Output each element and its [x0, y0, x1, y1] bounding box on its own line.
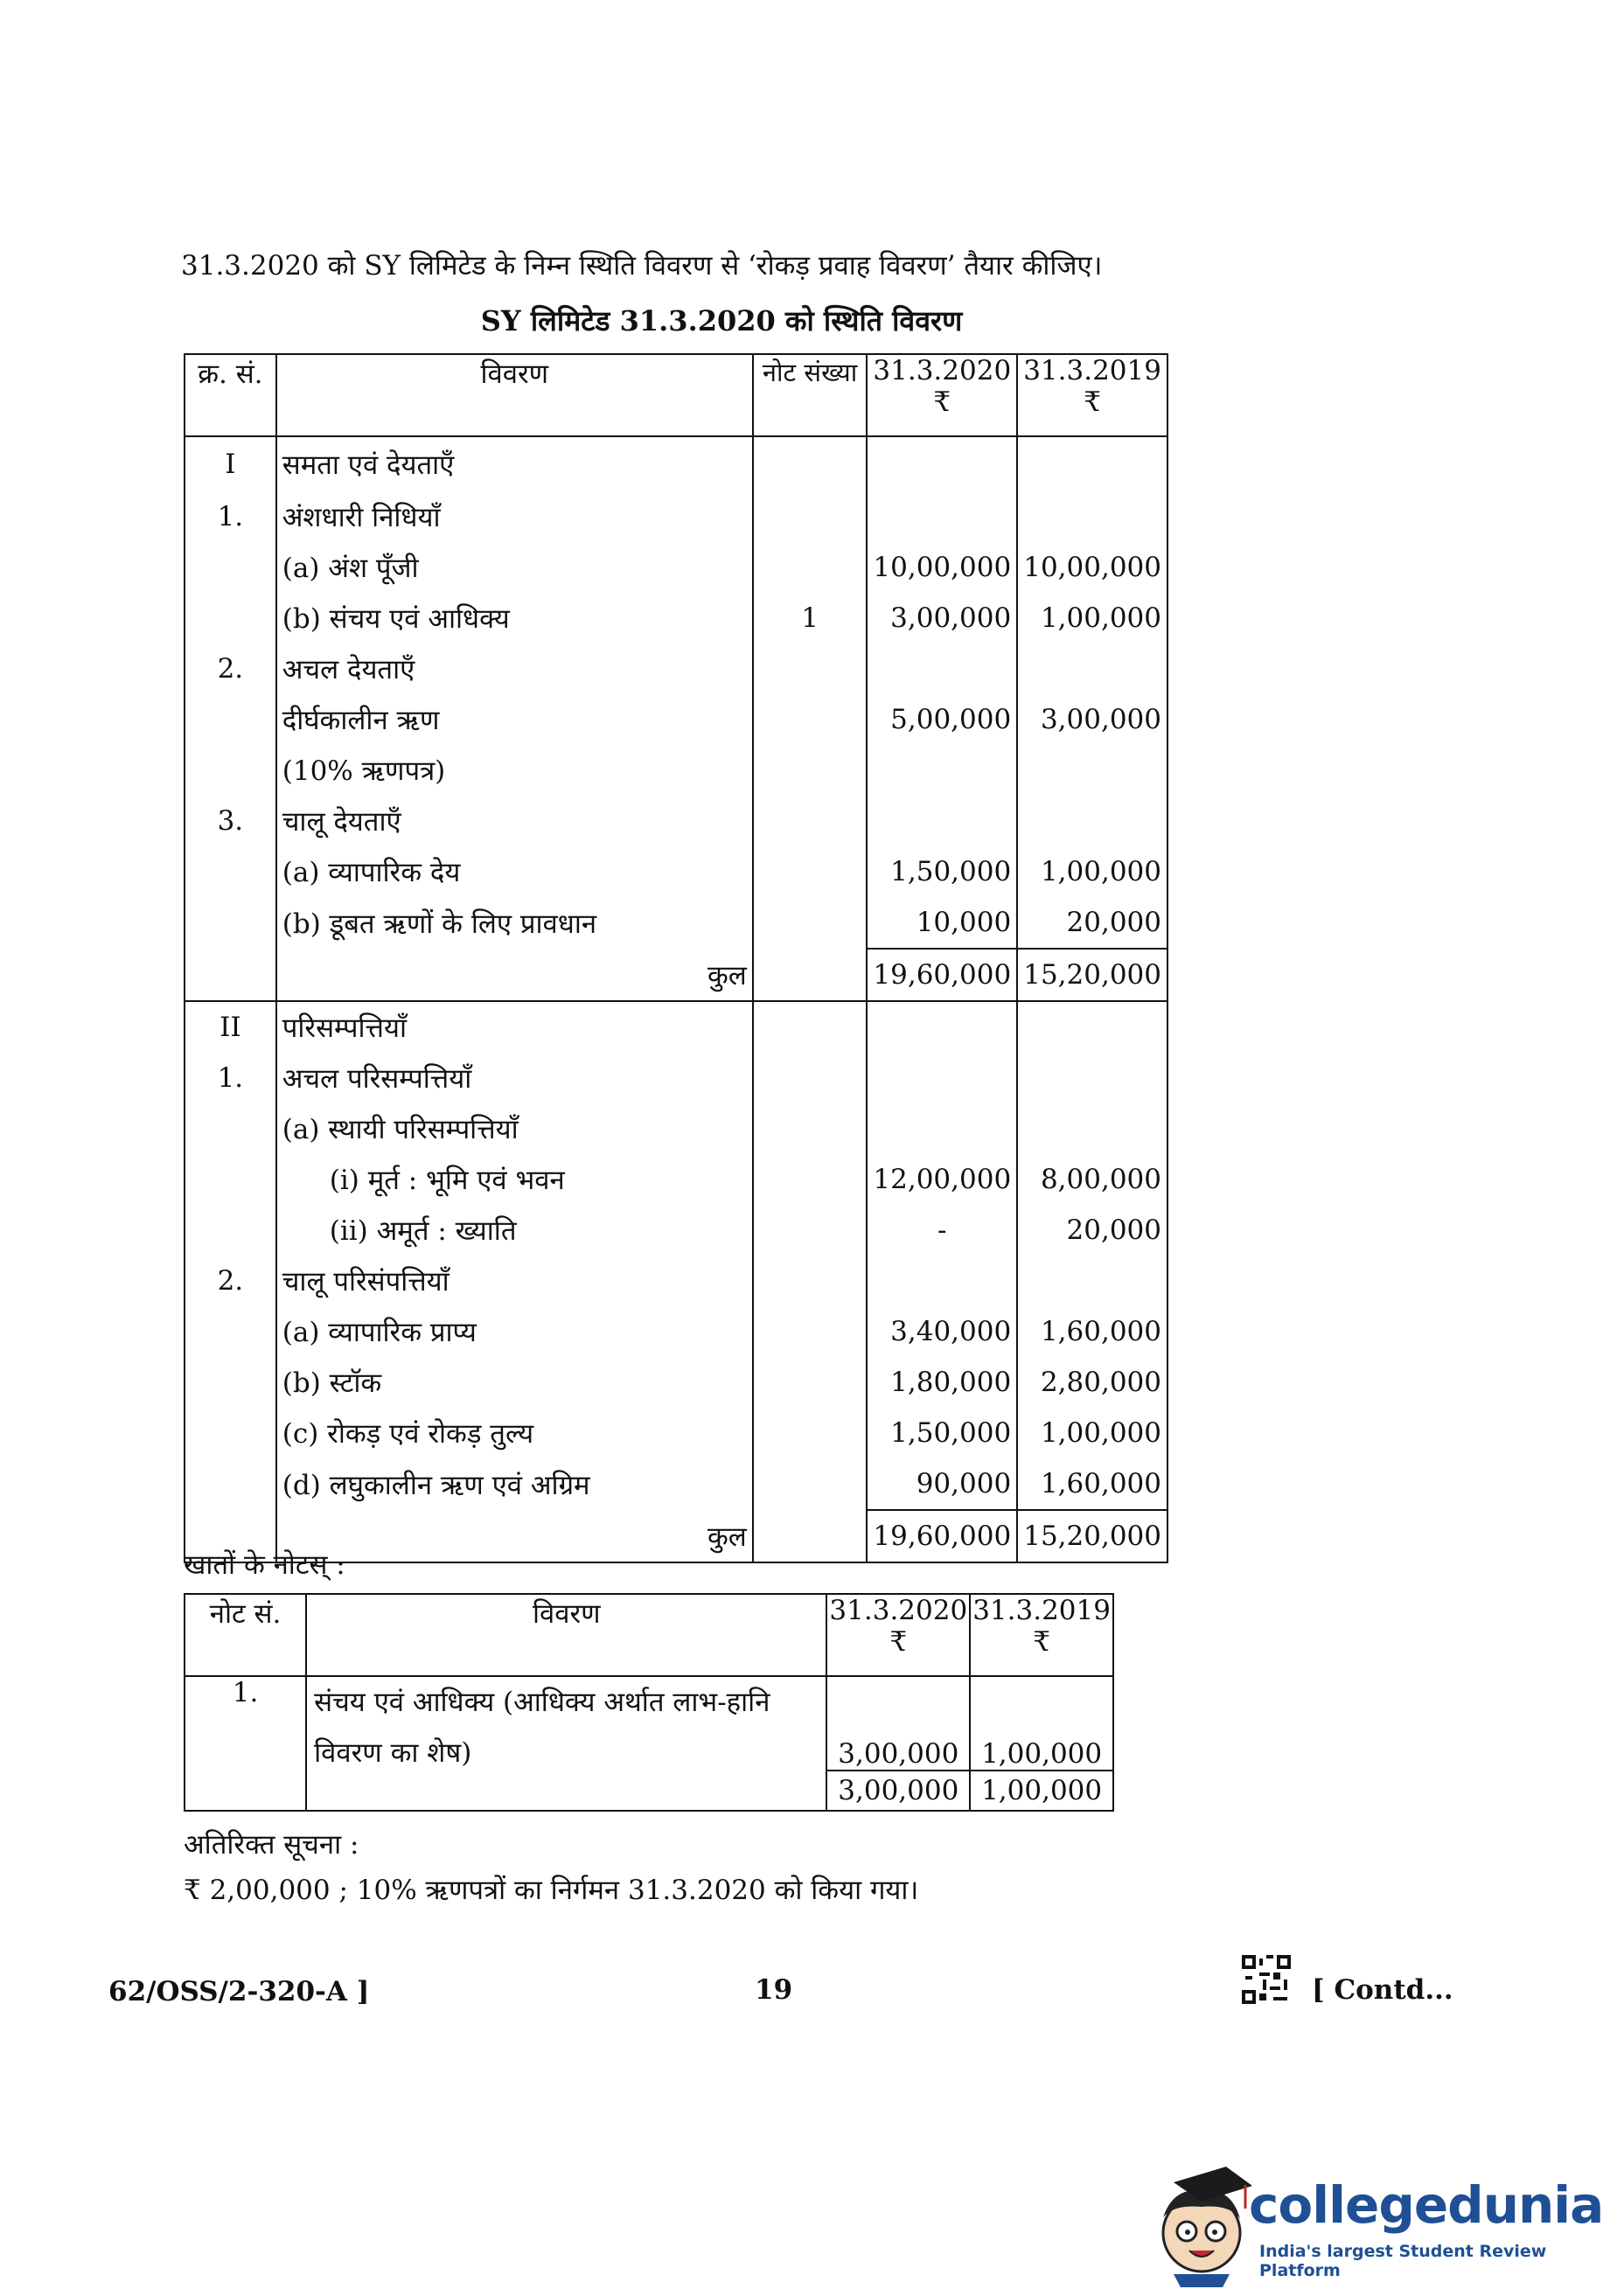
row-amount-2019: 15,20,000	[1017, 1510, 1167, 1562]
row-amount-2019	[1017, 491, 1167, 542]
row-sn	[185, 1357, 276, 1408]
row-sn: 2.	[185, 1256, 276, 1306]
row-particulars: (a) स्थायी परिसम्पत्तियाँ	[276, 1103, 753, 1154]
row-particulars: दीर्घकालीन ऋण	[276, 694, 753, 745]
notes-col-2020: 31.3.2020 ₹	[826, 1594, 970, 1676]
notes-table	[184, 1593, 1114, 1812]
row-amount-2019	[1017, 1103, 1167, 1154]
row-amount-2020: 19,60,000	[867, 949, 1017, 1001]
notes-row-2019: 1,00,000	[970, 1676, 1113, 1771]
row-sn	[185, 593, 276, 644]
table-row	[185, 644, 1167, 694]
row-sn	[185, 542, 276, 593]
notes-row	[185, 1676, 1113, 1771]
row-note	[753, 897, 868, 949]
table-row	[185, 1357, 1167, 1408]
table-row	[185, 593, 1167, 644]
row-note	[753, 796, 868, 846]
row-note	[753, 1256, 868, 1306]
row-note	[753, 491, 868, 542]
table-row	[185, 542, 1167, 593]
row-amount-2019	[1017, 1256, 1167, 1306]
row-amount-2019: 1,00,000	[1017, 1408, 1167, 1458]
notes-col-sn: नोट सं.	[185, 1594, 306, 1676]
table-row	[185, 897, 1167, 949]
paper-code: 62/OSS/2-320-A ]	[108, 1976, 370, 2007]
row-particulars: (b) संचय एवं आधिक्य	[276, 593, 753, 644]
continued-marker: [ Contd...	[1312, 1974, 1453, 2006]
row-note	[753, 1306, 868, 1357]
logo-wordmark: collegedunia	[1249, 2175, 1603, 2235]
col-2019-header: 31.3.2019 ₹	[1017, 354, 1167, 436]
row-amount-2020	[867, 745, 1017, 796]
row-amount-2019: 1,00,000	[1017, 593, 1167, 644]
table-row	[185, 436, 1167, 491]
qr-code-icon	[1242, 1955, 1291, 2004]
row-amount-2019	[1017, 644, 1167, 694]
row-sn: 1.	[185, 1053, 276, 1103]
notes-label: खातों के नोटस् :	[184, 1549, 345, 1581]
table-row	[185, 745, 1167, 796]
row-note	[753, 1154, 868, 1205]
row-particulars: (ii) अमूर्त : ख्याति	[276, 1205, 753, 1256]
notes-row-sn: 1.	[185, 1676, 306, 1811]
row-amount-2020	[867, 644, 1017, 694]
logo-mascot-icon	[1147, 2156, 1261, 2287]
row-amount-2020: 10,000	[867, 897, 1017, 949]
row-amount-2020	[867, 436, 1017, 491]
table-row	[185, 1001, 1167, 1053]
row-amount-2020: 1,50,000	[867, 846, 1017, 897]
row-amount-2020	[867, 491, 1017, 542]
row-sn: 2.	[185, 644, 276, 694]
col-sn-header: क्र. सं.	[185, 354, 276, 436]
row-amount-2019: 20,000	[1017, 1205, 1167, 1256]
notes-total-2019: 1,00,000	[970, 1771, 1113, 1811]
row-amount-2020: 1,50,000	[867, 1408, 1017, 1458]
row-particulars: अचल देयताएँ	[276, 644, 753, 694]
row-amount-2019: 1,00,000	[1017, 846, 1167, 897]
row-note	[753, 745, 868, 796]
question-intro: 31.3.2020 को SY लिमिटेड के निम्न स्थिति विवरण से ‘रोकड़ प्रवाह विवरण’ तैयार कीजिए।	[181, 250, 1103, 282]
row-note	[753, 1001, 868, 1053]
table-row	[185, 694, 1167, 745]
row-note	[753, 1053, 868, 1103]
row-amount-2020	[867, 1256, 1017, 1306]
row-particulars: (a) व्यापारिक प्राप्य	[276, 1306, 753, 1357]
row-note	[753, 1408, 868, 1458]
notes-row-2020: 3,00,000	[826, 1676, 970, 1771]
notes-row-particulars: संचय एवं आधिक्य (आधिक्य अर्थात लाभ-हानि विवरण का शेष)	[306, 1676, 826, 1811]
row-note	[753, 694, 868, 745]
row-note	[753, 1510, 868, 1562]
col-note-header: नोट संख्या	[753, 354, 868, 436]
row-particulars: कुल	[276, 1510, 753, 1562]
row-particulars: (a) अंश पूँजी	[276, 542, 753, 593]
table-row	[185, 796, 1167, 846]
row-amount-2019	[1017, 745, 1167, 796]
table-row	[185, 1053, 1167, 1103]
row-amount-2019: 15,20,000	[1017, 949, 1167, 1001]
row-particulars: (b) डूबत ऋणों के लिए प्रावधान	[276, 897, 753, 949]
row-particulars: चालू देयताएँ	[276, 796, 753, 846]
table-row	[185, 846, 1167, 897]
row-sn: II	[185, 1001, 276, 1053]
row-amount-2020: 90,000	[867, 1458, 1017, 1510]
notes-col-particulars: विवरण	[306, 1594, 826, 1676]
row-amount-2020	[867, 796, 1017, 846]
additional-info-text: ₹ 2,00,000 ; 10% ऋणपत्रों का निर्गमन 31.3.2020 को किया गया।	[184, 1875, 919, 1906]
row-particulars: कुल	[276, 949, 753, 1001]
row-particulars: अचल परिसम्पत्तियाँ	[276, 1053, 753, 1103]
row-amount-2019: 20,000	[1017, 897, 1167, 949]
table-row	[185, 1205, 1167, 1256]
row-particulars: अंशधारी निधियाँ	[276, 491, 753, 542]
row-note	[753, 1103, 868, 1154]
row-amount-2020: 3,00,000	[867, 593, 1017, 644]
row-amount-2020: -	[867, 1205, 1017, 1256]
row-sn	[185, 846, 276, 897]
row-particulars: समता एवं देयताएँ	[276, 436, 753, 491]
row-amount-2019: 3,00,000	[1017, 694, 1167, 745]
table-row	[185, 1306, 1167, 1357]
row-particulars: (i) मूर्त : भूमि एवं भवन	[276, 1154, 753, 1205]
row-amount-2020: 3,40,000	[867, 1306, 1017, 1357]
row-sn	[185, 949, 276, 1001]
row-sn	[185, 694, 276, 745]
row-sn	[185, 1408, 276, 1458]
row-amount-2020	[867, 1103, 1017, 1154]
row-amount-2019: 1,60,000	[1017, 1306, 1167, 1357]
row-particulars: (d) लघुकालीन ऋण एवं अग्रिम	[276, 1458, 753, 1510]
row-sn: 1.	[185, 491, 276, 542]
row-note	[753, 644, 868, 694]
row-amount-2019: 2,80,000	[1017, 1357, 1167, 1408]
row-sn	[185, 1205, 276, 1256]
row-note	[753, 1205, 868, 1256]
row-amount-2019	[1017, 1001, 1167, 1053]
table-row	[185, 1103, 1167, 1154]
table-row	[185, 491, 1167, 542]
row-amount-2020: 19,60,000	[867, 1510, 1017, 1562]
table-row	[185, 1458, 1167, 1510]
row-sn	[185, 1306, 276, 1357]
col-2020-header: 31.3.2020 ₹	[867, 354, 1017, 436]
row-amount-2020	[867, 1053, 1017, 1103]
row-note	[753, 949, 868, 1001]
row-amount-2020: 12,00,000	[867, 1154, 1017, 1205]
row-sn	[185, 1103, 276, 1154]
row-note	[753, 1357, 868, 1408]
logo-tagline: India's largest Student Review Platform	[1259, 2242, 1547, 2280]
row-sn	[185, 1154, 276, 1205]
row-particulars: (c) रोकड़ एवं रोकड़ तुल्य	[276, 1408, 753, 1458]
row-note	[753, 436, 868, 491]
row-amount-2020: 10,00,000	[867, 542, 1017, 593]
row-amount-2020: 1,80,000	[867, 1357, 1017, 1408]
row-particulars: (b) स्टॉक	[276, 1357, 753, 1408]
balance-sheet-title: SY लिमिटेड 31.3.2020 को स्थिति विवरण	[480, 304, 963, 337]
additional-info-label: अतिरिक्त सूचना :	[184, 1829, 359, 1861]
notes-col-2019: 31.3.2019 ₹	[970, 1594, 1113, 1676]
row-sn	[185, 745, 276, 796]
row-sn: 3.	[185, 796, 276, 846]
table-row	[185, 1256, 1167, 1306]
row-note	[753, 542, 868, 593]
row-amount-2019	[1017, 436, 1167, 491]
table-row	[185, 1408, 1167, 1458]
row-particulars: चालू परिसंपत्तियाँ	[276, 1256, 753, 1306]
row-amount-2019	[1017, 796, 1167, 846]
row-note	[753, 846, 868, 897]
total-row	[185, 949, 1167, 1001]
row-amount-2020	[867, 1001, 1017, 1053]
row-amount-2019	[1017, 1053, 1167, 1103]
row-particulars: परिसम्पत्तियाँ	[276, 1001, 753, 1053]
row-amount-2019: 10,00,000	[1017, 542, 1167, 593]
table-row	[185, 1154, 1167, 1205]
row-sn	[185, 897, 276, 949]
row-sn: I	[185, 436, 276, 491]
balance-sheet-table	[184, 353, 1168, 1563]
notes-total-2020: 3,00,000	[826, 1771, 970, 1811]
row-note	[753, 1458, 868, 1510]
row-particulars: (10% ऋणपत्र)	[276, 745, 753, 796]
page-number: 19	[755, 1974, 793, 2006]
row-sn	[185, 1458, 276, 1510]
row-particulars: (a) व्यापारिक देय	[276, 846, 753, 897]
row-note: 1	[753, 593, 868, 644]
row-amount-2020: 5,00,000	[867, 694, 1017, 745]
col-particulars-header: विवरण	[276, 354, 753, 436]
row-amount-2019: 1,60,000	[1017, 1458, 1167, 1510]
row-amount-2019: 8,00,000	[1017, 1154, 1167, 1205]
